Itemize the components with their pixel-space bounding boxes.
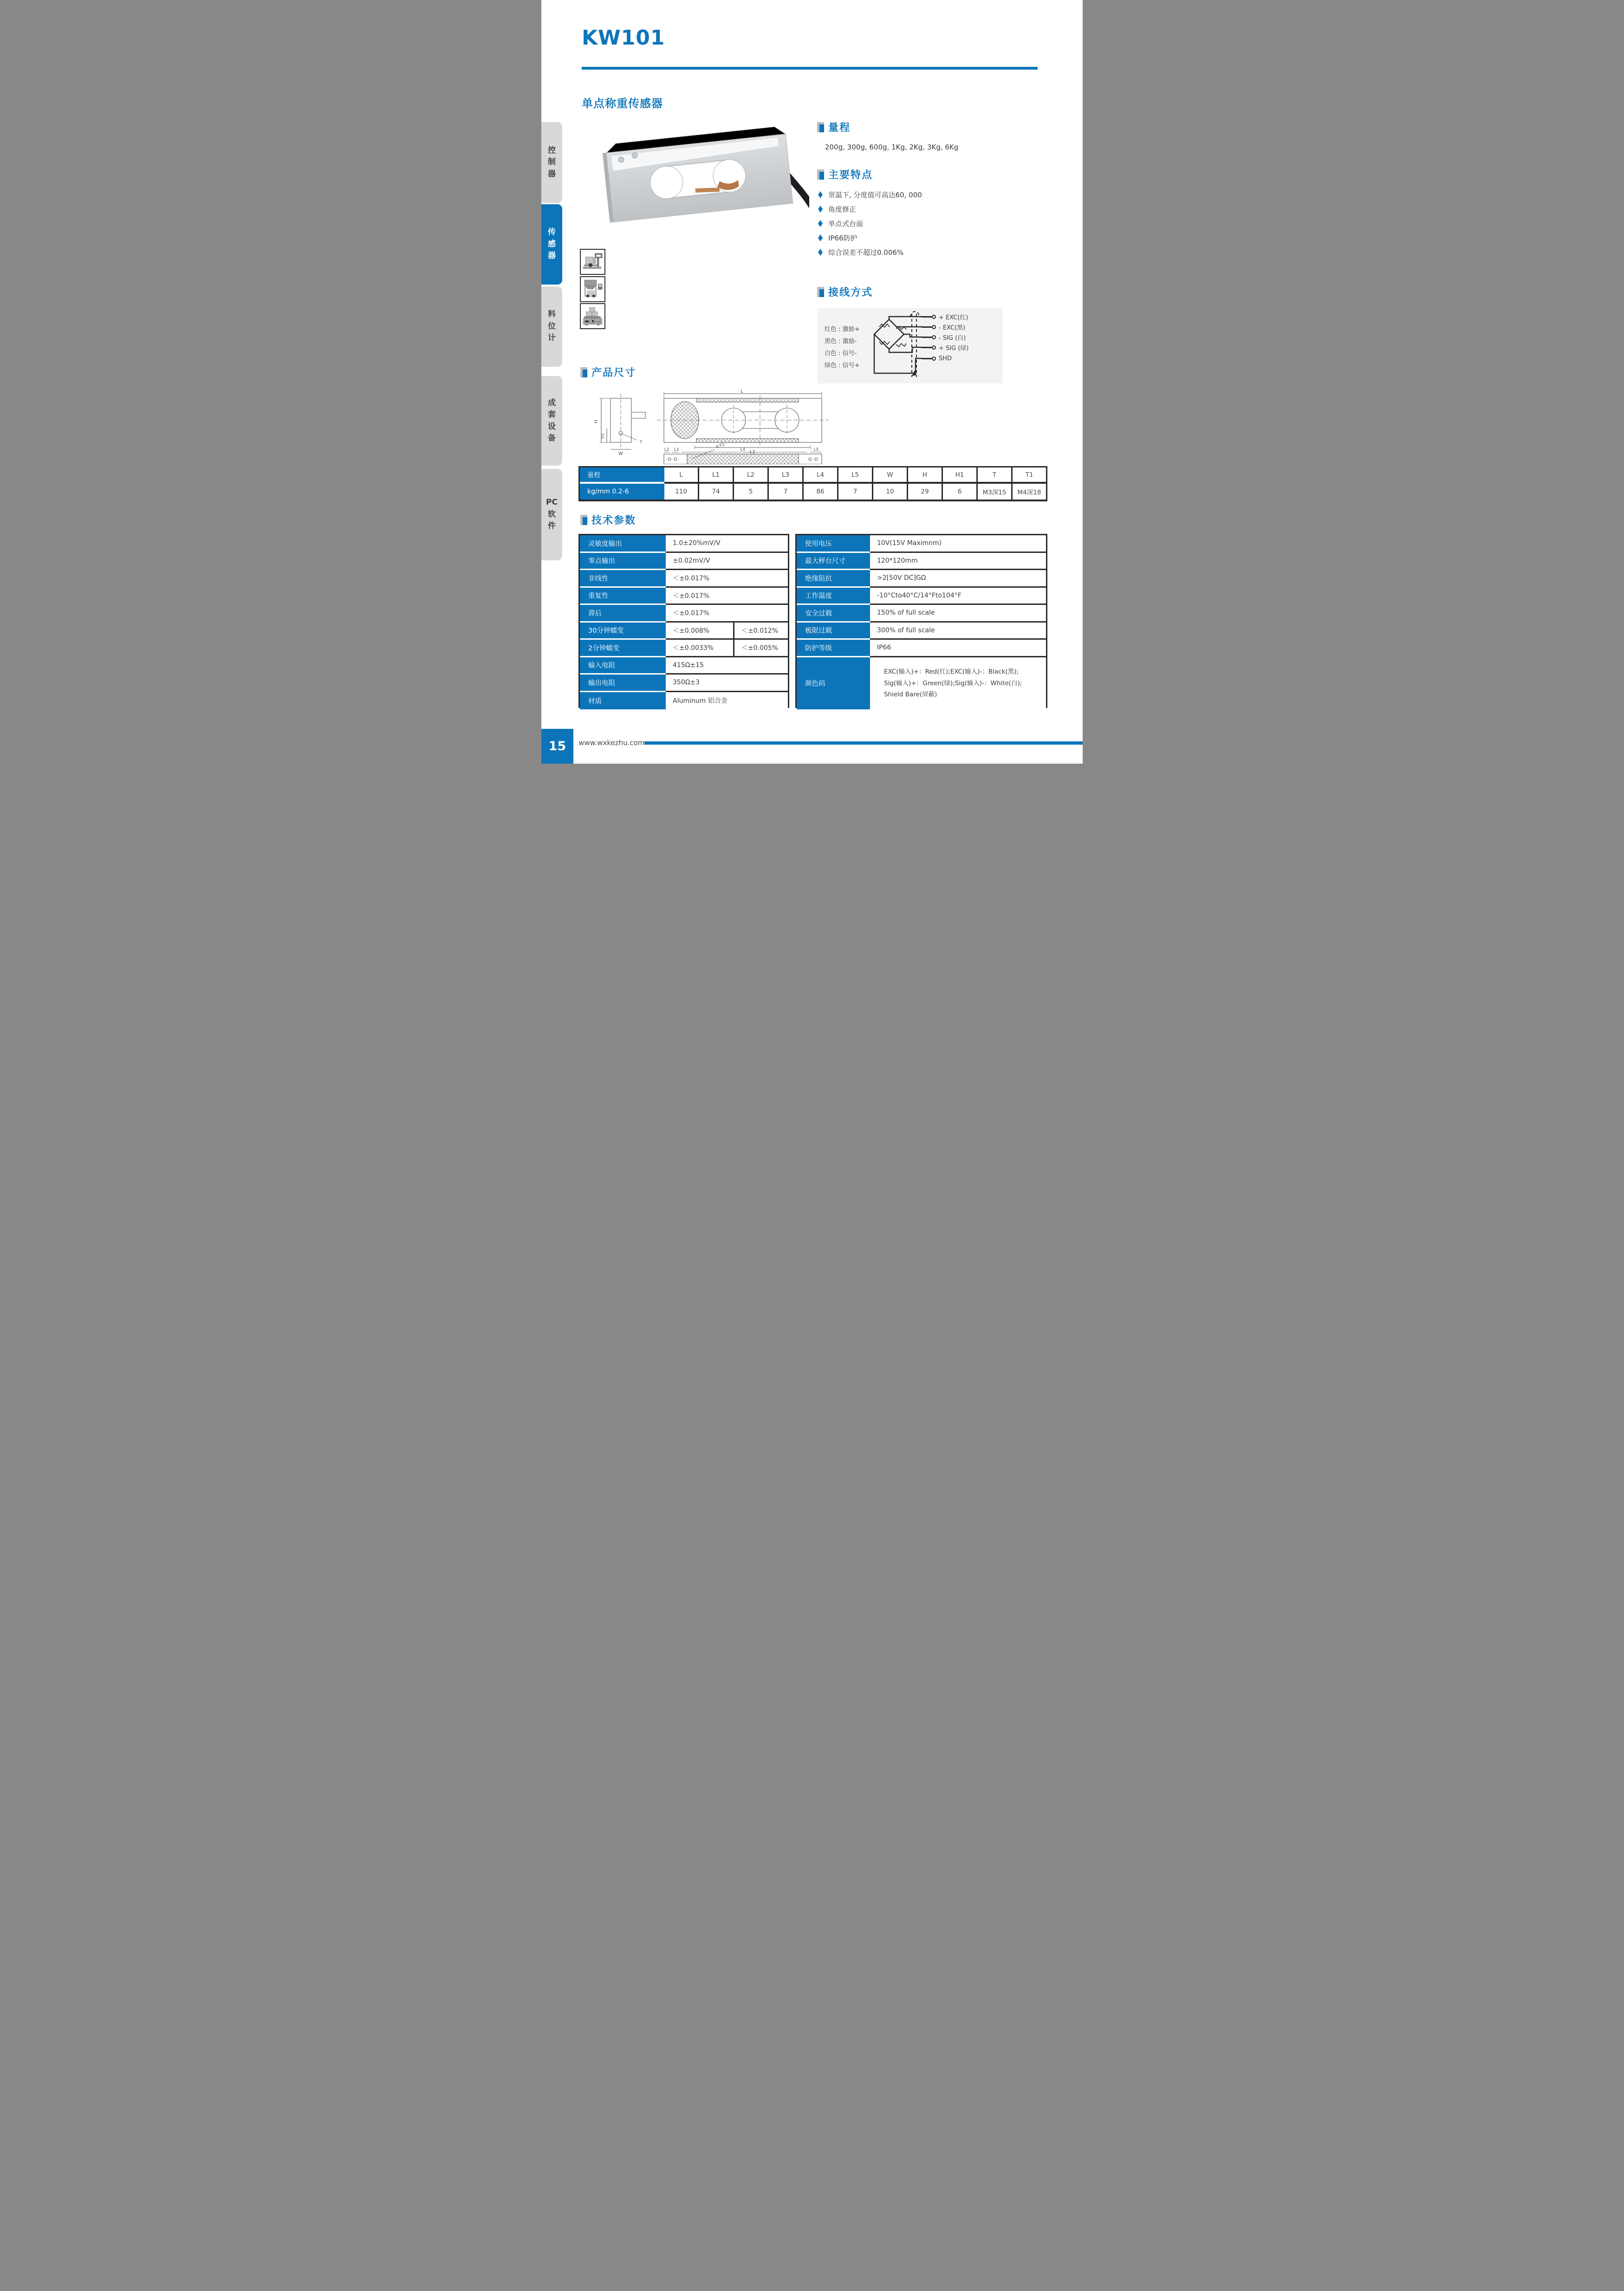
- section-marker-icon: [817, 169, 824, 180]
- section-marker-icon: [580, 515, 587, 525]
- page-title: KW101: [582, 26, 665, 50]
- app-icon-platform-scale: [580, 249, 605, 275]
- terminal-dot-icon: [932, 345, 936, 350]
- dimension-table-header-row: 量程 L L1 L2 L3 L4 L5 W H H1 T T1: [580, 467, 1046, 484]
- product-photo: [577, 120, 809, 237]
- sidebar-item-controller[interactable]: [541, 122, 562, 203]
- spec-row-color-code: 颜色码 EXC(输入)+：Red(红);EXC(输入)-：Black(黑); Sig(输入)+：Green(绿);Sig(输入)-：White(白); Shield Bare(屏蔽): [797, 657, 1046, 710]
- terminal-sig-minus: - SIG (白): [922, 333, 966, 341]
- spec-row: 2分钟蠕变 ＜±0.0033% ＜±0.005%: [580, 640, 788, 657]
- sidebar-item-sensor[interactable]: [541, 204, 562, 285]
- section-specs-header: [580, 513, 636, 527]
- diamond-bullet-icon: [818, 220, 823, 227]
- wire-legend-red: 红色 : 激励+: [825, 326, 860, 333]
- spec-row: 绝缘阻抗 >2[50V DC]GΩ: [797, 570, 1046, 588]
- spec-row: 零点输出 ±0.02mV/V: [580, 553, 788, 571]
- sidebar-item-label: PC软件: [546, 498, 558, 531]
- wire-legend-white: 白色 : 信号-: [825, 350, 857, 357]
- dim-label-T: T: [640, 440, 643, 445]
- feature-item: 单点式台面: [818, 216, 922, 231]
- wiring-diagram: [817, 308, 1003, 383]
- dimension-table-value-row: kg/mm 0.2-6 110 74 5 7 86 7 10 29 6 M3深15 M4深18: [580, 484, 1046, 500]
- spec-row: 输入电阻 415Ω±15: [580, 657, 788, 675]
- sidebar-item-label: 传感器: [548, 227, 556, 261]
- dim-label-H: H: [594, 420, 599, 423]
- app-icon-bench-scale: [580, 303, 605, 329]
- spec-row: 最大秤台尺寸 120*120mm: [797, 553, 1046, 571]
- section-wiring-header: [817, 285, 873, 299]
- diamond-bullet-icon: [818, 234, 823, 241]
- feature-list: [818, 188, 922, 260]
- section-range-header: [817, 120, 851, 134]
- spec-row: 30分钟蠕变 ＜±0.008% ＜±0.012%: [580, 623, 788, 640]
- terminal-exc-minus: - EXC(黑): [922, 323, 965, 331]
- dim-label-L: L: [741, 389, 743, 394]
- terminal-dot-icon: [932, 325, 936, 329]
- spec-row: 非线性 ＜±0.017%: [580, 570, 788, 588]
- page-number-badge: 15: [541, 729, 573, 764]
- terminal-dot-icon: [932, 335, 936, 339]
- spec-row: 极限过载 300% of full scale: [797, 623, 1046, 640]
- section-marker-icon: [817, 122, 824, 132]
- bridge-circuit-drawing: [817, 308, 1003, 383]
- spec-row: 滞后 ＜±0.017%: [580, 605, 788, 623]
- section-features-header: [817, 167, 873, 182]
- dim-label-L3: L3: [674, 448, 679, 452]
- spec-row: 输出电阻 350Ω±3: [580, 675, 788, 692]
- feature-item: 角度修正: [818, 202, 922, 216]
- app-icon-hopper-scale: [580, 276, 605, 302]
- terminal-dot-icon: [932, 315, 936, 319]
- spec-row: 防护等级 IP66: [797, 640, 1046, 657]
- section-title-features: 主要特点: [828, 169, 873, 181]
- wire-legend-black: 黑色 : 激励-: [825, 338, 857, 345]
- section-title-range: 量程: [828, 122, 851, 134]
- section-marker-icon: [580, 367, 587, 377]
- sidebar-item-level-meter[interactable]: [541, 286, 562, 367]
- spec-row: 灵敏度输出 1.0±20%mV/V: [580, 535, 788, 553]
- terminal-exc-plus: + EXC(红): [922, 313, 968, 320]
- dim-label-L4: L4: [740, 448, 746, 452]
- dim-label-T1: 4-T1: [715, 442, 726, 450]
- sidebar-item-label: 成套设备: [548, 398, 556, 443]
- section-marker-icon: [817, 287, 824, 297]
- spec-row: 使用电压 10V(15V Maximnm): [797, 535, 1046, 553]
- footer-divider: [644, 741, 1083, 745]
- dim-label-W: W: [618, 451, 623, 456]
- datasheet-page: [541, 0, 1083, 764]
- diamond-bullet-icon: [818, 191, 823, 198]
- feature-item: IP66防护: [818, 231, 922, 245]
- spec-row: 材质 Aluminum 铝合金: [580, 692, 788, 710]
- dim-label-L2: L2: [664, 448, 669, 452]
- sidebar-item-pc-software[interactable]: [541, 469, 562, 560]
- feature-item: 常温下, 分度值可高达60, 000: [818, 188, 922, 202]
- dimension-drawing: [580, 389, 942, 464]
- wire-legend-green: 绿色 : 信号+: [825, 362, 860, 369]
- diamond-bullet-icon: [818, 206, 823, 213]
- title-divider: [582, 67, 1038, 70]
- feature-item: 综合误差不超过0.006%: [818, 245, 922, 260]
- product-subtitle: 单点称重传感器: [582, 97, 663, 110]
- dim-label-H1: H1: [601, 433, 605, 439]
- spec-table-right: [795, 534, 1047, 708]
- terminal-sig-plus: + SIG (绿): [922, 344, 968, 351]
- section-title-dimensions: 产品尺寸: [591, 367, 637, 379]
- spec-row: 安全过载 150% of full scale: [797, 605, 1046, 623]
- diamond-bullet-icon: [818, 249, 823, 256]
- range-value: 200g, 300g, 600g, 1Kg, 2Kg, 3Kg, 6Kg: [825, 143, 959, 151]
- section-dimensions-header: [580, 365, 636, 379]
- spec-table-left: [578, 534, 789, 708]
- website-link[interactable]: www.wxkezhu.com: [578, 739, 645, 747]
- sidebar-item-label: 控制器: [548, 145, 556, 179]
- sidebar-item-label: 料位计: [548, 310, 556, 343]
- dimension-table: [578, 466, 1047, 501]
- dim-label-L5: L5: [813, 448, 819, 452]
- spec-row: 工作温度 -10°Cto40°C/14°Fto104°F: [797, 588, 1046, 605]
- terminal-dot-icon: [932, 357, 936, 361]
- section-title-wiring: 接线方式: [828, 287, 873, 299]
- section-title-specs: 技术参数: [591, 515, 637, 526]
- spec-row: 重复性 ＜±0.017%: [580, 588, 788, 605]
- sidebar-item-equipment[interactable]: [541, 376, 562, 466]
- terminal-shield: SHD: [922, 355, 952, 362]
- dim-label-L1: L1: [750, 449, 755, 454]
